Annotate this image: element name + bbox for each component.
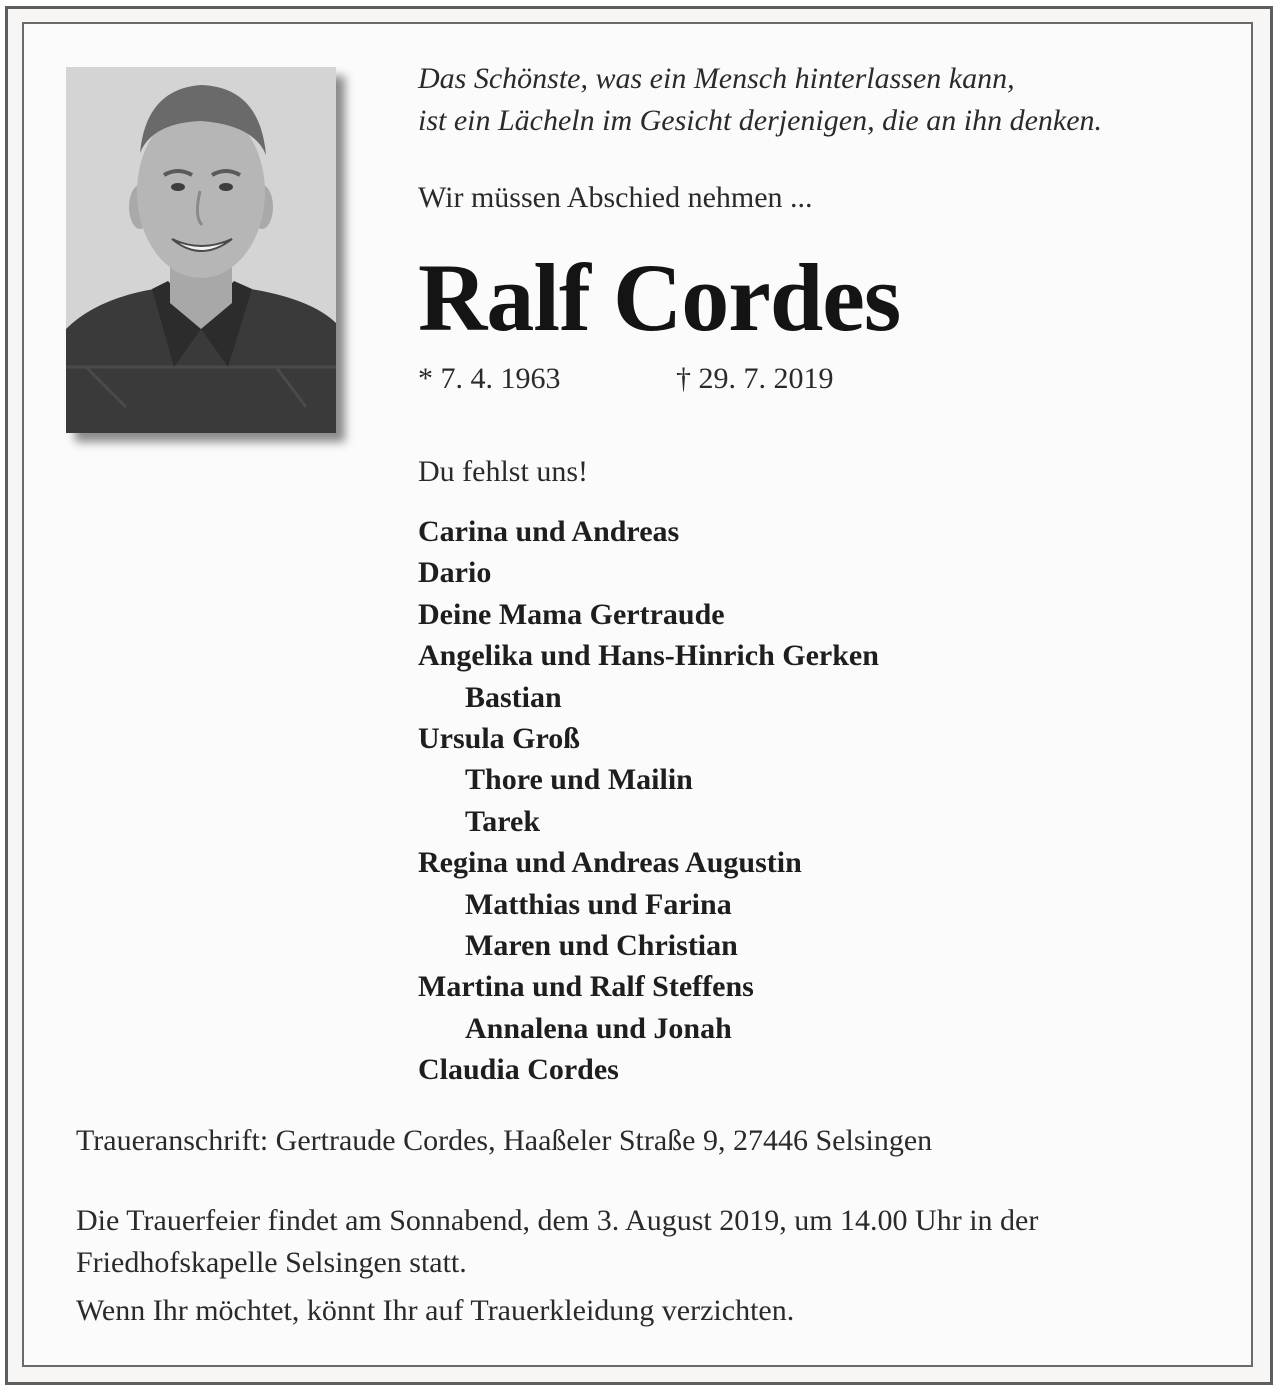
memorial-quote bbox=[418, 58, 1238, 142]
miss-you-line: Du fehlst uns! bbox=[418, 455, 588, 488]
mourner-item: Maren und Christian bbox=[465, 929, 738, 963]
mourner-item: Annalena und Jonah bbox=[465, 1011, 732, 1045]
mourner-item: Martina und Ralf Steffens bbox=[418, 970, 754, 1004]
mourning-address: Traueranschrift: Gertraude Cordes, Haaßeler Straße 9, 27446 Selsingen bbox=[76, 1124, 933, 1157]
mourner-item: Ursula Groß bbox=[418, 722, 580, 756]
mourner-item: Thore und Mailin bbox=[465, 763, 693, 797]
mourner-item: Deine Mama Gertraude bbox=[418, 597, 725, 631]
mourner-item: Tarek bbox=[465, 804, 541, 838]
dress-note: Wenn Ihr möchtet, könnt Ihr auf Trauerkleidung verzichten. bbox=[76, 1294, 795, 1327]
farewell-intro: Wir müssen Abschied nehmen ... bbox=[418, 181, 813, 214]
quote-line-1: Das Schönste, was ein Mensch hinterlassen kann, bbox=[418, 62, 1015, 95]
mourner-item: Matthias und Farina bbox=[465, 887, 732, 921]
mourner-item: Carina und Andreas bbox=[418, 515, 680, 548]
funeral-line-1: Die Trauerfeier findet am Sonnabend, dem 3. August 2019, um 14.00 Uhr in der bbox=[76, 1204, 1039, 1237]
funeral-line-2: Friedhofskapelle Selsingen statt. bbox=[76, 1246, 467, 1279]
birth-date: * 7. 4. 1963 bbox=[418, 362, 561, 395]
mourner-item: Angelika und Hans-Hinrich Gerken bbox=[418, 639, 879, 673]
mourner-item: Claudia Cordes bbox=[418, 1053, 619, 1087]
mourners-list bbox=[418, 511, 879, 1091]
funeral-info bbox=[76, 1200, 1226, 1284]
death-date: † 29. 7. 2019 bbox=[676, 362, 834, 395]
quote-line-2: ist ein Lächeln im Gesicht derjenigen, die an ihn denken. bbox=[418, 104, 1103, 137]
portrait-photo bbox=[66, 67, 336, 433]
life-dates bbox=[418, 362, 834, 396]
mourner-item: Bastian bbox=[465, 680, 562, 714]
mourner-item: Regina und Andreas Augustin bbox=[418, 846, 802, 880]
deceased-name: Ralf Cordes bbox=[418, 244, 901, 351]
mourner-item: Dario bbox=[418, 556, 492, 590]
